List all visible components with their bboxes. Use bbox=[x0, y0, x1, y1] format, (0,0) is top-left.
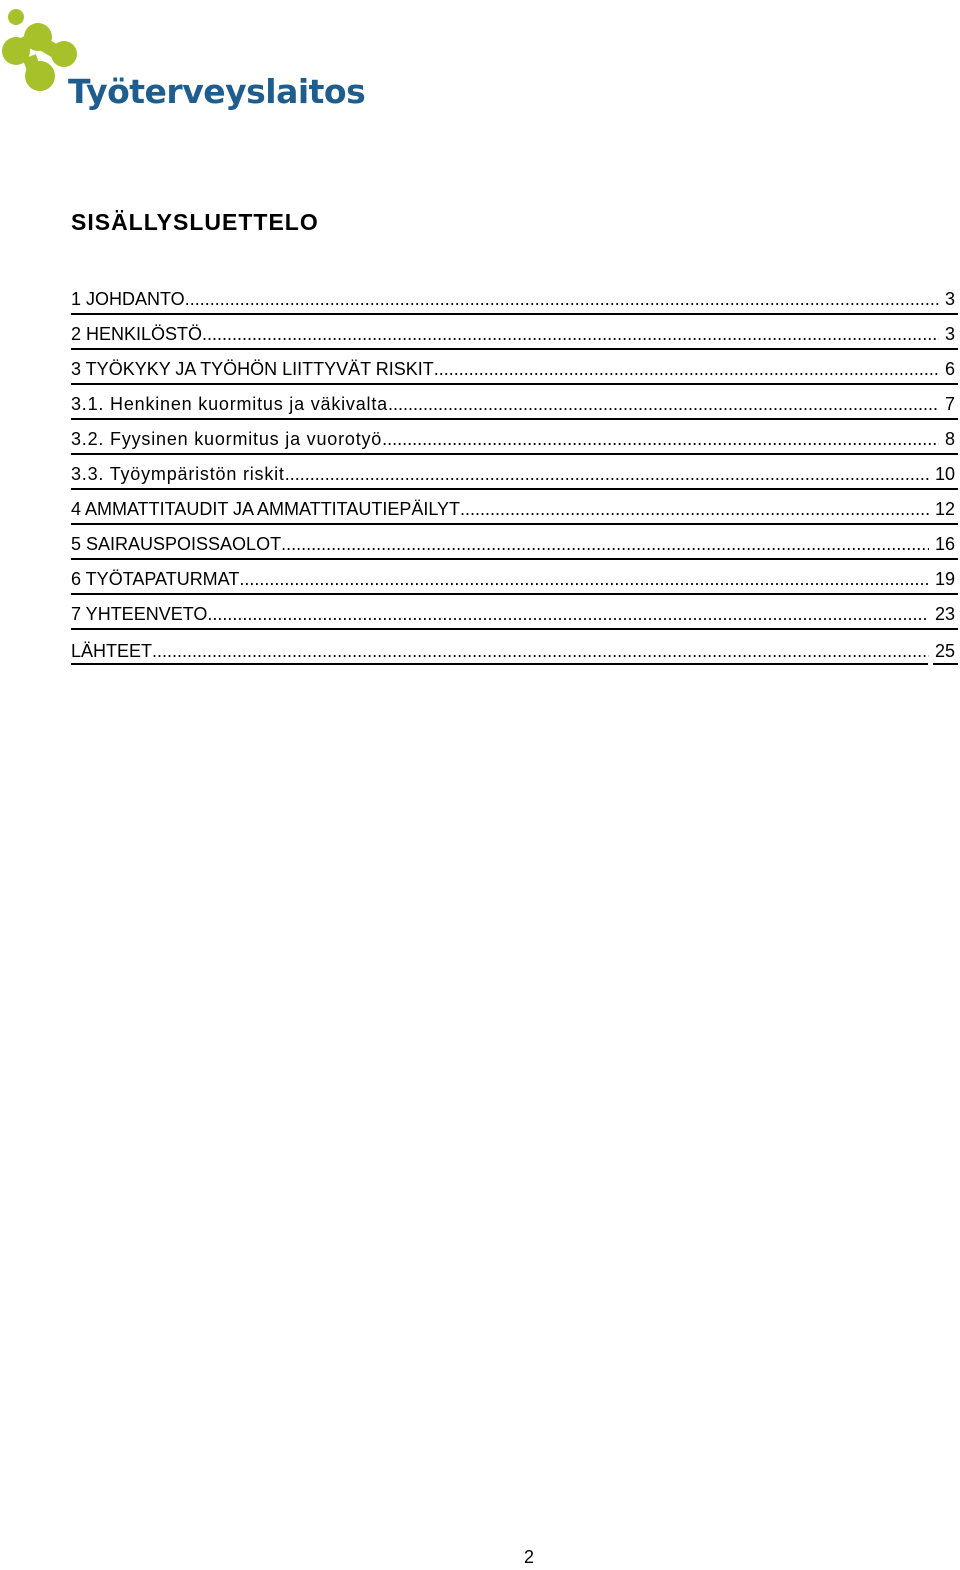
toc-leader-dots bbox=[434, 358, 939, 380]
toc-leader-dots bbox=[239, 568, 929, 590]
toc-entry-label: 5 SAIRAUSPOISSAOLOT bbox=[71, 534, 282, 554]
toc-entry-page: 10 bbox=[934, 464, 955, 484]
toc-entry[interactable] bbox=[71, 420, 958, 455]
toc-entry[interactable] bbox=[71, 455, 958, 490]
toc-entry-page: 8 bbox=[944, 429, 955, 449]
toc-leader-dots bbox=[382, 428, 939, 450]
page-number: 2 bbox=[523, 1547, 534, 1567]
toc-entry-page: 6 bbox=[944, 359, 955, 379]
toc-entry[interactable] bbox=[71, 595, 958, 630]
toc-entry-page: 12 bbox=[934, 499, 955, 519]
toc-entry[interactable] bbox=[71, 560, 958, 595]
toc-entry-label: 6 TYÖTAPATURMAT bbox=[71, 569, 240, 589]
toc-entry[interactable] bbox=[71, 490, 958, 525]
toc-entry[interactable] bbox=[71, 280, 958, 315]
toc-leader-dots bbox=[202, 323, 939, 345]
toc-entry-page: 23 bbox=[934, 604, 955, 624]
logo bbox=[0, 0, 366, 125]
toc-entry-label: 3 TYÖKYKY JA TYÖHÖN LIITTYVÄT RISKIT bbox=[71, 359, 434, 379]
toc-entry[interactable] bbox=[71, 350, 958, 385]
toc-leader-dots bbox=[207, 603, 929, 625]
toc-leader-dots bbox=[460, 498, 929, 520]
logo-wordmark: Työterveyslaitos bbox=[68, 72, 366, 111]
toc-entry[interactable] bbox=[71, 630, 958, 665]
toc-entry-page: 7 bbox=[944, 394, 955, 414]
toc-leader-dots bbox=[388, 393, 939, 415]
toc-entry-label: 3.2. Fyysinen kuormitus ja vuorotyö bbox=[71, 429, 383, 449]
table-of-contents bbox=[71, 280, 958, 665]
toc-entry[interactable] bbox=[71, 525, 958, 560]
toc-entry-label: LÄHTEET bbox=[71, 641, 153, 661]
toc-entry-label: 2 HENKILÖSTÖ bbox=[71, 324, 203, 344]
toc-entry[interactable] bbox=[71, 385, 958, 420]
toc-entry[interactable] bbox=[71, 315, 958, 350]
toc-leader-dots bbox=[185, 288, 939, 310]
toc-entry-page: 3 bbox=[944, 324, 955, 344]
toc-entry-page: 25 bbox=[934, 641, 955, 661]
toc-entry-label: 3.3. Työympäristön riskit bbox=[71, 464, 285, 484]
toc-leader-dots bbox=[285, 463, 929, 485]
toc-entry-label: 7 YHTEENVETO bbox=[71, 604, 208, 624]
toc-entry-label: 1 JOHDANTO bbox=[71, 289, 185, 309]
toc-entry-page: 16 bbox=[934, 534, 955, 554]
toc-title: SISÄLLYSLUETTELO bbox=[71, 209, 319, 235]
toc-entry-page: 3 bbox=[944, 289, 955, 309]
toc-leader-dots bbox=[152, 640, 929, 662]
toc-leader-dots bbox=[281, 533, 929, 555]
toc-entry-label: 4 AMMATTITAUDIT JA AMMATTITAUTIEPÄILYT bbox=[71, 499, 461, 519]
toc-entry-page: 19 bbox=[934, 569, 955, 589]
toc-entry-label: 3.1. Henkinen kuormitus ja väkivalta bbox=[71, 394, 388, 414]
